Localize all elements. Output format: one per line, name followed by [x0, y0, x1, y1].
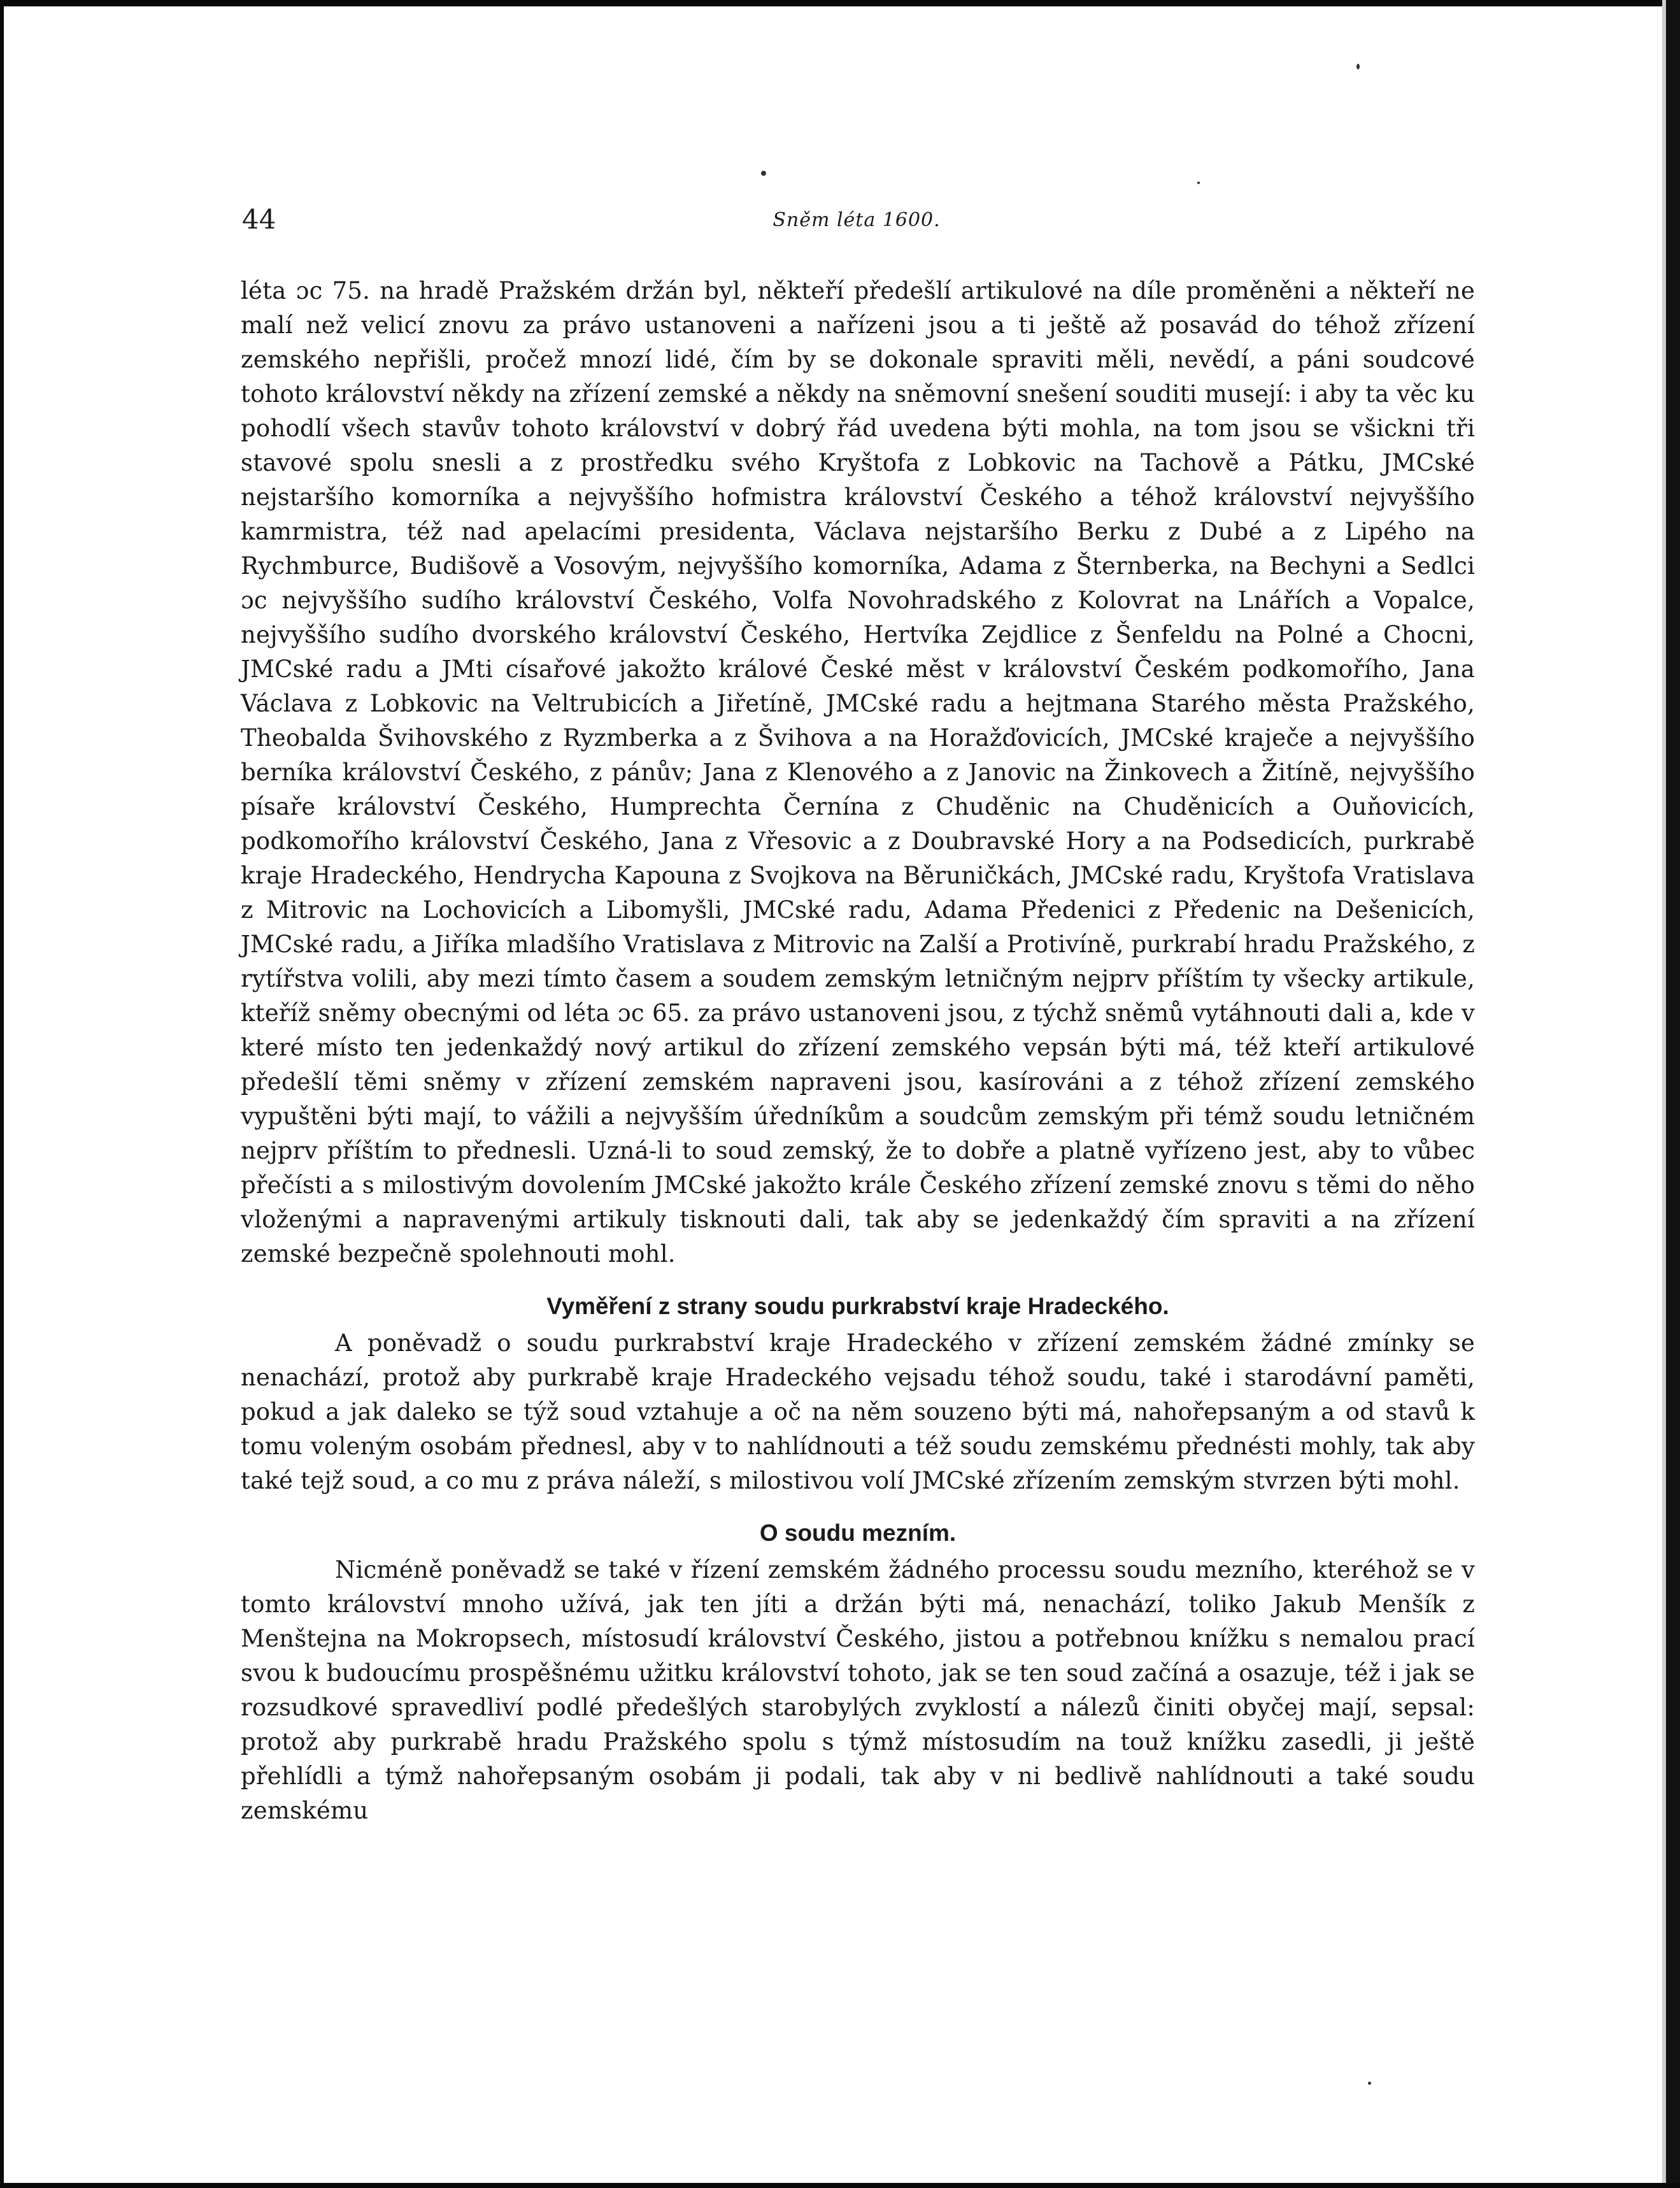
section-heading-mezni: O soudu mezním.	[759, 1520, 957, 1546]
section-paragraph-hradecky: A poněvadž o soudu purkrabství kraje Hradeckého v zřízení zemském žádné zmínky se nenachází, protož aby purkrabě kraje Hradeckého vejsadu téhož soudu, také i starodávní paměti, pokud a jak daleko se týž soud vztahuje a oč na něm souzeno býti má, nahořepsaným a od stavů k tomu voleným osobám přednesl, aby v to nahlídnouti a též soudu zemskému přednésti mohly, tak aby také tejž soud, a co mu z práva náleží, s milostivou volí JMCské zřízením zemským stvrzen býti mohl.	[241, 1329, 1475, 1494]
intro-paragraph: léta ɔc 75. na hradě Pražském držán byl, někteří předešlí artikulové na díle proměněni a někteří ne malí než velicí znovu za právo ustanoveni a nařízeni jsou a ti ještě až posavád do téhož zřízení zemského nepřišli, pročež mnozí lidé, čím by se dokonale spraviti měli, nevědí, a páni soudcové tohoto království někdy na zřízení zemské a někdy na sněmovní snešení souditi musejí: i aby ta věc ku pohodlí všech stavův tohoto království v dobrý řád uvedena býti mohla, na tom jsou se všickni tři stavové spolu snesli a z prostředku svého Kryštofa z Lobkovic na Tachově a Pátku, JMCské nejstaršího komorníka a nejvyššího hofmistra království Českého a téhož království nejvyššího kamrmistra, též nad apelacími presidenta, Václava nejstaršího Berku z Dubé a z Lipého na Rychmburce, Budišově a Vosovým, nejvyššího komorníka, Adama z Šternberka, na Bechyni a Sedlci ɔc nejvyššího sudího království Českého, Volfa Novohradského z Kolovrat na Lnářích a Vopalce, nejvyššího sudího dvorského království Českého, Hertvíka Zejdlice z Šenfeldu na Polné a Chocni, JMCské radu a JMti císařové jakožto králové České měst v království Českém podkomořího, Jana Václava z Lobkovic na Veltrubicích a Jiřetíně, JMCské radu a hejtmana Starého města Pražského, Theobalda Švihovského z Ryzmberka a z Švihova a na Horažďovicích, JMCské kraječe a nejvyššího berníka království Českého, z pánův; Jana z Klenového a z Janovic na Žinkovech a Žitíně, nejvyššího písaře království Českého, Humprechta Černína z Chuděnic na Chuděnicích a Ouňovicích, podkomořího království Českého, Jana z Vřesovic a z Doubravské Hory a na Podsedicích, purkrabě kraje Hradeckého, Hendrycha Kapouna z Svojkova na Běruničkách, JMCské radu, Kryštofa Vratislava z Mitrovic na Lochovicích a Libomyšli, JMCské radu, Adama Předenici z Předenic na Dešenicích, JMCské radu, a Jiříka mladšího Vratislava z Mitrovic na Zalší a Protivíně, purkrabí hradu Pražského, z rytířstva volili, aby mezi tímto časem a soudem zemským letničným nejprv příštím ty všecky artikule, kteříž sněmy obecnými od léta ɔc 65. za právo ustanoveni jsou, z týchž sněmů vytáhnouti dali a, kde v které místo ten jedenkaždý nový artikul do zřízení zemského vepsán býti má, též kteří artikulové předešlí těmi sněmy v zřízení zemském napraveni jsou, kasírováni a z téhož zřízení zemského vypuštěni býti mají, to vážili a nejvyšším úředníkům a soudcům zemským při témž soudu letničném nejprv příštím to přednesli. Uzná-li to soud zemský, že to dobře a platně vyřízeno jest, aby to vůbec přečísti a s milostivým dovolením JMCské jakožto krále Českého zřízení zemské znovu s těmi do něho vloženými a napravenými artikuly tisknouti dali, tak aby se jedenkaždý čím spraviti a na zřízení zemské bezpečně spolehnouti mohl.	[241, 277, 1475, 1268]
scan-edge-top	[0, 0, 1680, 6]
scan-speck	[761, 171, 766, 176]
scan-edge-right-shadow	[1662, 0, 1666, 2188]
scan-edge-left	[0, 0, 4, 2188]
page-body	[241, 274, 1475, 1828]
section-heading-hradecky: Vyměření z strany soudu purkrabství kraje Hradeckého.	[546, 1293, 1169, 1319]
scan-speck	[1197, 182, 1200, 184]
section-paragraph-mezni: Nicméně poněvadž se také v řízení zemském žádného processu soudu mezního, kteréhož se v tomto království mnoho užívá, jak ten jíti a držán býti má, nenachází, toliko Jakub Menšík z Menštejna na Mokropsech, místosudí království Českého, jistou a potřebnou knížku s nemalou prací svou k budoucímu prospěšnému užitku království tohoto, jak se ten soud začíná a osazuje, též i jak se rozsudkové spravedliví podlé předešlých starobylých zvyklostí a nálezů činiti obyčej mají, sepsal: protož aby purkrabě hradu Pražského spolu s týmž místosudím na touž knížku zasedli, ji ještě přehlídli a týmž nahořepsaným osobám ji podali, tak aby v ni bedlivě nahlídnouti a také soudu zemskému	[241, 1556, 1475, 1824]
page-header	[242, 204, 1471, 242]
scan-edge-right	[1666, 0, 1680, 2188]
scan-speck	[1368, 2082, 1371, 2085]
page-number: 44	[242, 204, 276, 235]
running-title: Sněm léta 1600.	[772, 209, 941, 231]
scan-edge-bottom	[0, 2183, 1680, 2188]
scan-speck	[1356, 64, 1360, 69]
